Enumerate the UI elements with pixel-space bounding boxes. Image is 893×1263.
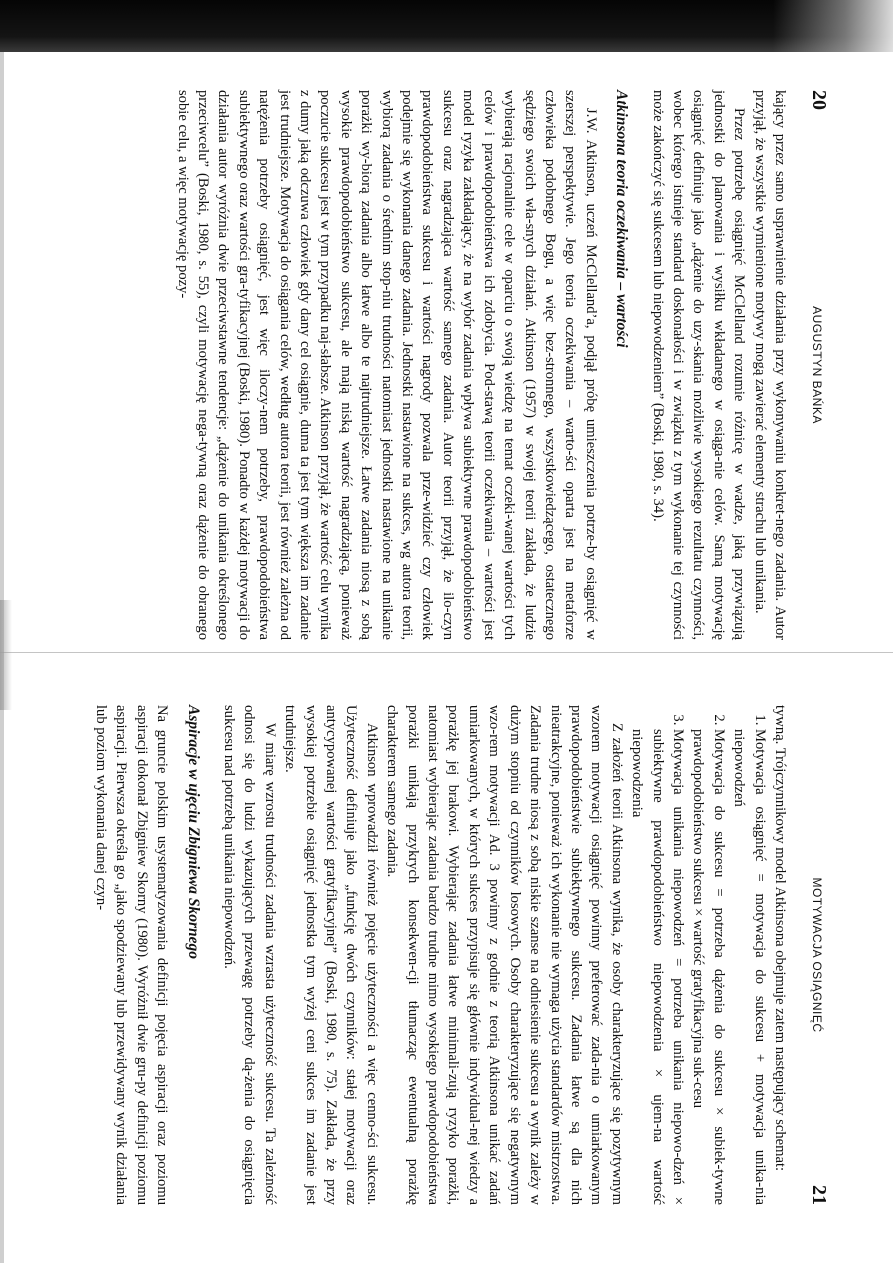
- page-number: 20: [808, 90, 830, 110]
- book-gutter-mark: [0, 600, 12, 710]
- paragraph: kający przez samo usprawnienie działania przy wykonywaniu konkret-nego zadania. Autor przyjął, że wszystkie wymienione motywy mogą zawierać elementy strachu lub unikania.: [751, 90, 788, 640]
- paragraph: W miarę wzrostu trudności zadania wzrasta użyteczność sukcesu. Ta zależność odnosi się do ludzi wykazujących przewagę potrzeby dą-żenia do osiągnięcia sukcesu nad potrzebą unikania niepowodzeń.: [221, 705, 278, 1205]
- page-header: [790, 705, 830, 1205]
- list-item: 1. Motywacja osiągnięć = motywacja do sukcesu + motywacja unika-nia niepowodzeń: [729, 729, 770, 1205]
- formula-list: [627, 705, 770, 1205]
- page-body: [91, 705, 790, 1205]
- section-heading: Aspiracje w ujęciu Zbigniewa Skornego: [184, 705, 202, 960]
- list-item: 3. Motywacja unikania niepowodzeń = potrzeba unikania niepowo-dzeń × subiektywne prawdopodobieństwo niepowodzenia × ujem-na wartość niepowodzenia: [627, 729, 688, 1205]
- paragraph: Atkinson wprowadził również pojęcie użyteczności a więc cenno-ści sukcesu. Użyteczność definiuje jako „funkcję dwóch czynników: stałej motywacji oraz antycypowanej wartości gratyfikacyjnej” (Boski, 1980, s. 75). Zakłada, że przy wysokiej potrzebie osiągnięć jednostka tym wyżej ceni sukces im zadanie jest trudniejsze.: [282, 705, 380, 1205]
- page-21: [93, 705, 830, 1205]
- page-20: [130, 90, 830, 640]
- page-header: [790, 90, 830, 640]
- scan-top-shadow: [0, 0, 893, 52]
- book-fold-line: [0, 652, 893, 653]
- paragraph: tywną. Trójczynnikowy model Atkinsona obejmuje zatem następujący schemat:: [772, 705, 788, 1172]
- paragraph: Z założeń teorii Atkinsona wynika, że osoby charakteryzujące się pozytywnym wzorem motywacji osiągnięć powinny preferować zada-nia o umiarkowanym prawdopodobieństwie subiektywnego sukcesu. Zadania łatwe są dla nich nieatrakcyjne, ponieważ ich wykonanie nie wymaga użycia standardów mistrzostwa. Zadania trudne niosą z sobą niskie szanse na odniesienie sukcesu a wynik zależy w dużym stopniu od czynników losowych. Osoby charakteryzujące się negatywnym wzo-rem motywacji Ad. 3 powinny z godnie z teorią Atkinsona unikać zadań umiarkowanych, w których sukces przypisuje się głównie indywidual-nej wiedzy a porażkę jej brakowi. Wybierając zadania łatwe minimali-zują ryzyko porażki, natomiast wybierając zadania bardzo trudne mimo wysokiego prawdopodobieństwa porażki unikają przykrych konsekwen-cji tłumacząc ewentualną porażkę charakterem samego zadania.: [384, 705, 625, 1205]
- paragraph: Na gruncie polskim usystematyzowania definicji pojęcia aspiracji oraz poziomu aspiracji dokonał Zbigniew Skorny (1980). Wyróżnił dwie gru-py definicji poziomu aspiracji. Pierwsza określa go „jako spodziewany lub przewidywany wynik działania lub poziom wykonania danej czyn-: [93, 705, 171, 1205]
- paragraph: J.W. Atkinson, uczeń McClelland’a, podjął próbę umieszczenia potrze-by osiągnięć w szerszej perspektywie. Jego teoria oczekiwania – warto-ści oparta jest na metaforze człowieka podobnego Bogu, a więc bez-stronnego, wszystkowiedzącego, ostatecznego sędziego swoich wła-snych działań. Atkinson (1957) w swojej teorii zakłada, że ludzie wybierają racjonalnie cele w oparciu o swoją wiedzę na temat oczeki-wanej wartości tych celów i prawdopodobieństwa ich zdobycia. Pod-stawą teorii oczekiwania – wartości jest model ryzyka zakładający, że na wybór zadania wpływa subiektywne prawdopodobieństwo sukcesu oraz nagradzająca wartość samego zadania. Autor teorii przyjął, że ilo-czyn prawdopodobieństwa sukcesu i wartości nagrody pozwala prze-widzieć czy człowiek podejmie się wykonania danego zadania. Jednostki nastawione na sukces, wg autora teorii, wybiorą zadania o średnim stop-niu trudności natomiast jednostki nastawione na unikanie porażki wy-biorą zadania albo łatwe albo te najtrudniejsze. Łatwe zadania niosą z sobą wysokie prawdopodobieństwo sukcesu, ale mają niską wartość nagradzającą, ponieważ poczucie sukcesu jest w tym przypadku naj-słabsze. Atkinson przyjął, że wartość celu wynika z dumy jaką odczuwa człowiek gdy dany cel osiągnie, duma ta jest tym większa im zadanie jest trudniejsze. Motywacja do osiągania celów, według autora teorii, jest również zależna od natężenia potrzeby osiągnięć, jest więc iloczy-nem potrzeby, prawdopodobieństwa subiektywnego oraz wartości gra-tyfikacyjnej (Boski, 1980). Ponadto w każdej motywacji do działania autor wyróżnia dwie przeciwstawne tendencje: „dążenie do unikania określonego przeciwcelu” (Boski, 1980, s. 55), czyli motywację nega-tywną oraz dążenie do obranego sobie celu, a więc motywację pozy-: [174, 90, 599, 640]
- running-head: MOTYWACJA OSIĄGNIĘĆ: [810, 877, 824, 1033]
- paragraph: Przez potrzebę osiągnięć McClelland rozumie różnicę w wadze, jaką przywiązują jednostki do planowania i wysiłku wkładanego w osiąga-nie celów. Samą motywację osiągnięć definiuje jako „dążenie do uzy-skania możliwie wysokiego rezultatu czynności, wobec którego istnieje standard doskonałości i w związku z tym wykonanie tej czynności może zakończyć się sukcesem lub niepowodzeniem” (Boski, 1980, s. 34).: [649, 90, 748, 640]
- page-number: 21: [808, 1185, 830, 1205]
- page-body: [172, 90, 790, 640]
- list-item: 2. Motywacja do sukcesu = potrzeba dążenia do sukcesu × subiek-tywne prawdopodobieństwo sukcesu × wartość gratyfikacyjna suk-cesu: [688, 729, 729, 1205]
- section-heading: Atkinsona teoria oczekiwania – wartości: [613, 90, 631, 348]
- running-head: AUGUSTYN BAŃKA: [810, 306, 824, 424]
